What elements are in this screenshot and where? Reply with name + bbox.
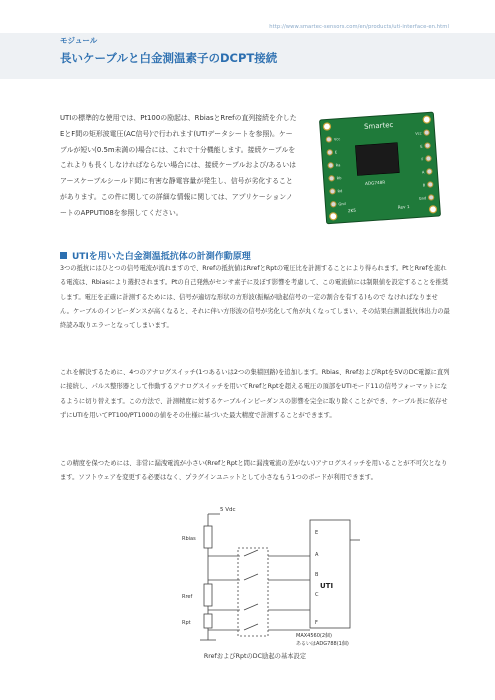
pin-a-label: A <box>315 552 319 558</box>
dcpt-circuit-diagram <box>160 500 375 648</box>
board-pin <box>328 163 334 169</box>
board-pin <box>424 130 430 136</box>
rref-resistor <box>204 584 212 606</box>
board-pin-label: E <box>420 144 423 149</box>
heading-square-icon <box>60 252 67 259</box>
board-pin-label: Gnd <box>338 201 346 207</box>
rbias-label: Rbias <box>182 536 196 542</box>
page-url: http://www.smartec-sensors.com/en/products/uti-interface-en.html <box>269 24 449 30</box>
board-pin-label: Rb <box>336 176 342 181</box>
board-pin <box>427 169 433 175</box>
board-pin <box>425 143 431 149</box>
board-pin <box>331 201 337 207</box>
rbias-resistor <box>204 526 212 548</box>
intro-paragraph: UTIの標準的な使用では、Pt100の励起は、RbiasとRrefの直列接続を介したEとF間の矩形波電圧(AC信号)で行われます(UTIデータシートを参照)。ケーブルが短い(0.5m未満の)場合には、これで十分機能します。接続ケーブルをこれよりも長くしなければならない場合には、接続ケーブルおよび/あるいはアースケーブルシールド間に有害な静電容量が発生し、信号が劣化することがあります。この件に関しての詳細な情報に関しては、アプリケーションノートのAPPUTI08を参照してください。 <box>60 114 297 217</box>
board-pin-label: Rd <box>337 189 343 194</box>
board-pin-label: A <box>421 170 425 175</box>
pin-f-label: F <box>315 620 318 626</box>
body-paragraph-1: 3つの抵抗にはひとつの信号電流が流れますので、Rrefの抵抗値はRrefとRptの電圧比を計測することにより得られます。PtとRrefを流れる電流は、Rbiasにより選択されます。Ptの自己発熱がセンサ素子に及ぼす影響を考慮して、この電流値には制限値を設定することを推奨します。電圧を正確に計測するためには、信号が適切な形状の方形波(振幅が励起信号の一定の割合を有する)もので なければなりません。ケーブルのインピーダンスが高くなると、それに伴い方形波の信号が劣化して角が丸くなってしまい、その結果白測温抵抗体出力の最終読み取りエラーとなってしまいます。 <box>60 265 450 330</box>
board-pin-label: F <box>421 157 424 162</box>
pin-b-label: B <box>315 572 319 578</box>
board-pin-label: Vcc <box>333 137 341 142</box>
board-pin <box>427 182 433 188</box>
board-pin-label: Ra <box>335 163 341 168</box>
uti-board-image <box>315 110 443 227</box>
board-model-label: 2K5 <box>347 207 357 214</box>
rpt-resistor <box>204 614 212 628</box>
section-kicker: モジュール <box>60 36 98 45</box>
section-heading <box>60 249 450 262</box>
switch-note-1: MAX4560(2個) <box>296 633 332 639</box>
board-pin-label: Gnd <box>418 196 427 201</box>
board-pin <box>327 150 333 156</box>
board-chip-label: ADG748R <box>364 179 386 187</box>
rref-label: Rref <box>182 594 193 600</box>
uti-label: UTI <box>320 582 334 590</box>
section-heading-text: UTIを用いた白金測温抵抗体の計測作動原理 <box>72 252 251 262</box>
board-pin <box>428 195 434 201</box>
board-pin <box>426 156 432 162</box>
pin-e-label: E <box>315 530 319 536</box>
page-title: 長いケーブルと白金測温素子のDCPT接続 <box>60 51 278 65</box>
board-pin <box>330 189 336 195</box>
pin-c-label: C <box>315 592 319 598</box>
body-paragraph-3: この精度を保つためには、非常に漏洩電流が小さい(RrefとRptと間に漏洩電流の差がない)アナログスイッチを用いることが不可欠となります。ソフトウェアを変更する必要はなく、プラグインユニットとして小さなもう1つのボードが利用できます。 <box>60 460 448 482</box>
figure-caption: RrefおよびRptのDC励起の基本設定 <box>203 653 307 660</box>
board-pin <box>326 137 332 143</box>
board-rev-label: Rev 1 <box>397 203 410 210</box>
board-brand: Smartec <box>363 120 394 131</box>
board-pin-label: Vcc <box>415 131 422 136</box>
rpt-label: Rpt <box>182 620 191 626</box>
supply-label: 5 Vdc <box>220 507 236 513</box>
switch-note-2: あるいはADG788(1個) <box>296 641 349 647</box>
board-pin-label: B <box>422 183 426 188</box>
board-pin <box>329 176 335 182</box>
board-pin-label: E <box>334 150 338 155</box>
body-paragraph-2: これを解決するために、4つのアナログスイッチ(1つあるいは2つの集積回路)を追加します。Rbias、RrefおよびRptを5VのDC電源に直列に接続し、パルス整形器として作動するアナログスイッチを用いてRrefとRptを超える電圧の頂部をUTIモード11の信号フォーマットになるように切り替えます。この方法で、計測精度に対するケーブルインピーダンスの影響を完全に取り除くことができ、ケーブル長に依存せずにUTIを用いてPT100/PT1000の値をその仕様に基づいた最大精度で計測することができます。 <box>60 369 450 419</box>
